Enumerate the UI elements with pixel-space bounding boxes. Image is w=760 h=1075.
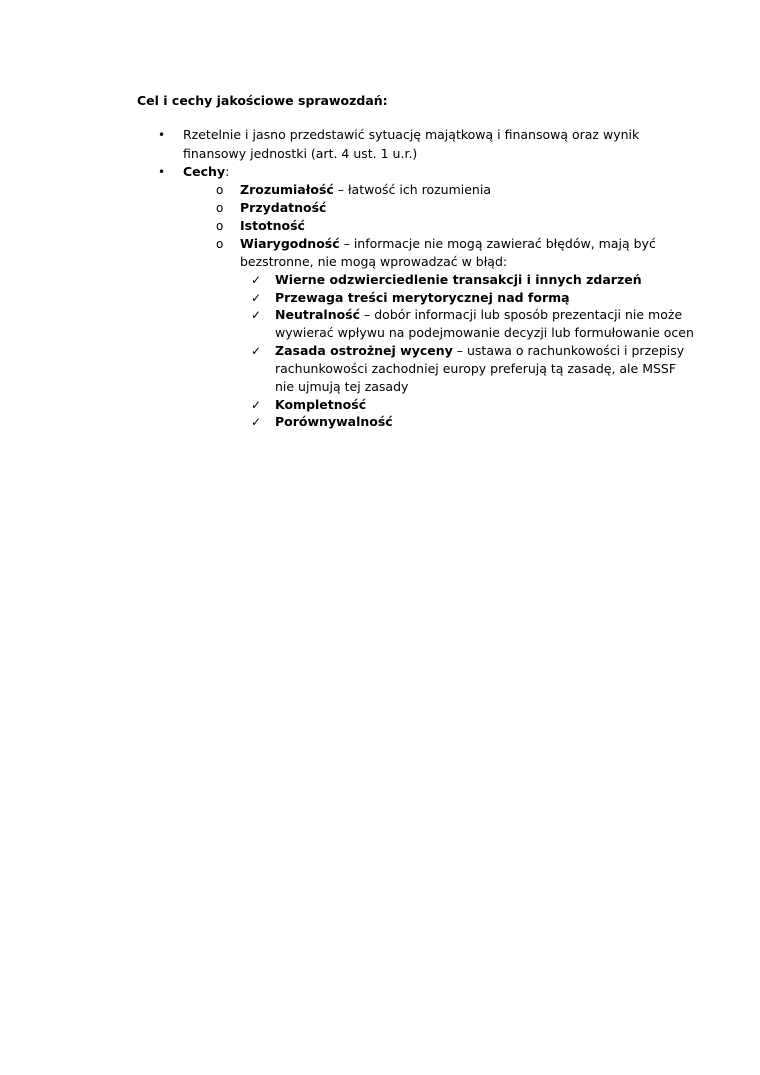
feature-description: – informacje nie mogą zawierać błędów, mają być bbox=[339, 236, 656, 251]
sub-item bbox=[275, 342, 684, 360]
sub-item-name: Przewaga treści merytorycznej nad formą bbox=[275, 290, 570, 305]
feature-item bbox=[240, 199, 326, 217]
feature-item bbox=[240, 217, 305, 235]
feature-description-line-2: bezstronne, nie mogą wprowadzać w błąd: bbox=[240, 254, 508, 269]
feature-name: Wiarygodność bbox=[240, 236, 340, 251]
bullet-circle: o bbox=[216, 183, 224, 197]
check-icon: ✓ bbox=[251, 308, 262, 322]
feature-name: Przydatność bbox=[240, 200, 327, 215]
check-icon: ✓ bbox=[251, 415, 262, 429]
bullet-dot: • bbox=[158, 165, 166, 179]
item-features-suffix: : bbox=[225, 164, 230, 179]
sub-item bbox=[275, 289, 570, 307]
check-icon: ✓ bbox=[251, 291, 262, 305]
check-icon: ✓ bbox=[251, 273, 262, 287]
item-goal-line-2: finansowy jednostki (art. 4 ust. 1 u.r.) bbox=[183, 146, 418, 161]
bullet-circle: o bbox=[216, 237, 224, 251]
feature-description: – łatwość ich rozumienia bbox=[333, 182, 491, 197]
sub-item-description-line-3: nie ujmują tej zasady bbox=[275, 379, 409, 394]
sub-item-description: – ustawa o rachunkowości i przepisy bbox=[452, 343, 685, 358]
sub-item-name: Neutralność bbox=[275, 307, 361, 322]
sub-item-description-line-2: wywierać wpływu na podejmowanie decyzji lub formułowanie ocen bbox=[275, 325, 694, 340]
sub-item-name: Porównywalność bbox=[275, 414, 393, 429]
check-icon: ✓ bbox=[251, 344, 262, 358]
bullet-circle: o bbox=[216, 219, 224, 233]
sub-item-name: Wierne odzwierciedlenie transakcji i innych zdarzeń bbox=[275, 272, 642, 287]
feature-item bbox=[240, 181, 491, 199]
page-title: Cel i cechy jakościowe sprawozdań: bbox=[137, 93, 388, 108]
bullet-circle: o bbox=[216, 201, 224, 215]
sub-item-name: Kompletność bbox=[275, 397, 367, 412]
sub-item bbox=[275, 413, 393, 431]
item-features bbox=[183, 163, 229, 181]
feature-name: Zrozumiałość bbox=[240, 182, 334, 197]
sub-item-description: – dobór informacji lub sposób prezentacji nie może bbox=[360, 307, 683, 322]
feature-name: Istotność bbox=[240, 218, 305, 233]
feature-item bbox=[240, 235, 656, 253]
check-icon: ✓ bbox=[251, 398, 262, 412]
sub-item bbox=[275, 271, 642, 289]
sub-item bbox=[275, 306, 682, 324]
sub-item-description-line-2: rachunkowości zachodniej europy preferują tą zasadę, ale MSSF bbox=[275, 361, 677, 376]
item-goal-line-1: Rzetelnie i jasno przedstawić sytuację majątkową i finansową oraz wynik bbox=[183, 127, 640, 142]
bullet-dot: • bbox=[158, 128, 166, 142]
sub-item-name: Zasada ostrożnej wyceny bbox=[275, 343, 453, 358]
sub-item bbox=[275, 396, 366, 414]
item-features-label: Cechy bbox=[183, 164, 226, 179]
